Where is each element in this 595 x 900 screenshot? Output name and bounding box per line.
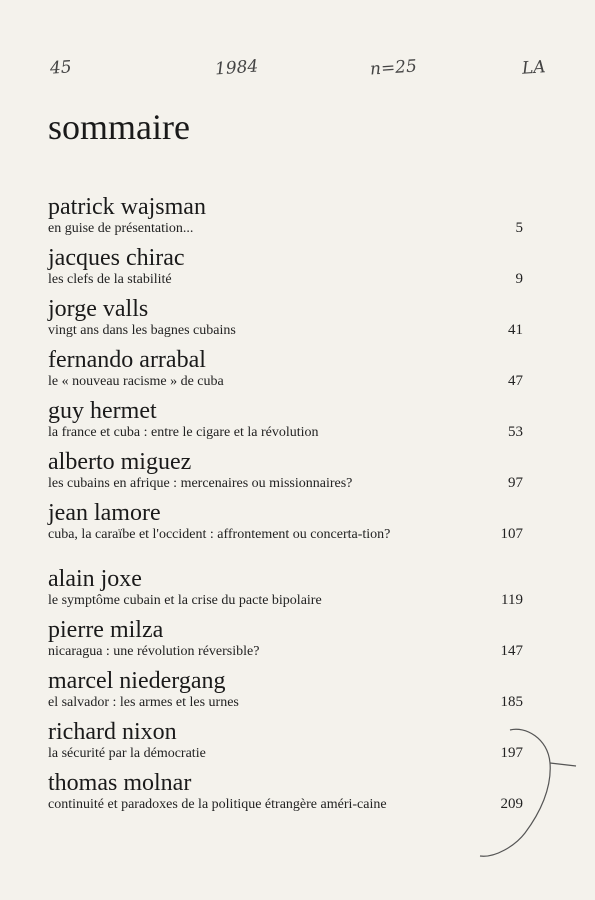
entry-author: jean lamore (48, 500, 161, 526)
table-of-contents (48, 195, 523, 837)
entry-page-number: 147 (500, 643, 523, 659)
entry-title: el salvador : les armes et les urnes (48, 695, 239, 710)
entry-author: marcel niedergang (48, 668, 226, 694)
handwritten-note: 45 (49, 57, 73, 79)
toc-entry (48, 669, 523, 720)
page-title: sommaire (48, 107, 190, 147)
entry-author: pierre milza (48, 617, 164, 643)
toc-entry (48, 297, 523, 348)
entry-page-number: 107 (500, 526, 523, 542)
entry-page-number: 185 (500, 694, 523, 710)
entry-page-number: 97 (508, 475, 523, 491)
entry-title: en guise de présentation... (48, 221, 194, 236)
entry-title: les clefs de la stabilité (48, 272, 172, 287)
entry-author: thomas molnar (48, 770, 192, 796)
toc-entry (48, 399, 523, 450)
entry-author: richard nixon (48, 719, 177, 745)
entry-author: alberto miguez (48, 449, 192, 475)
entry-author: jorge valls (48, 296, 149, 322)
toc-entry (48, 618, 523, 669)
entry-page-number: 209 (500, 796, 523, 812)
entry-page-number: 197 (500, 745, 523, 761)
entry-title: le symptôme cubain et la crise du pacte bipolaire (48, 593, 322, 608)
entry-author: patrick wajsman (48, 194, 206, 220)
entry-author: jacques chirac (48, 245, 185, 271)
entry-page-number: 9 (515, 271, 523, 287)
toc-entry (48, 771, 523, 837)
entry-author: guy hermet (48, 398, 157, 424)
entry-title: cuba, la caraïbe et l'occident : affrontement ou concerta-tion? (48, 527, 391, 542)
entry-author: fernando arrabal (48, 347, 206, 373)
toc-entry (48, 567, 523, 618)
handwritten-note: 1984 (214, 56, 259, 80)
entry-page-number: 53 (508, 424, 523, 440)
entry-page-number: 5 (515, 220, 523, 236)
toc-entry (48, 720, 523, 771)
entry-title: vingt ans dans les bagnes cubains (48, 323, 236, 338)
entry-title: continuité et paradoxes de la politique étrangère améri-caine (48, 797, 387, 812)
entry-title: la france et cuba : entre le cigare et la révolution (48, 425, 319, 440)
entry-page-number: 119 (501, 592, 523, 608)
entry-title: nicaragua : une révolution réversible? (48, 644, 260, 659)
toc-entry (48, 246, 523, 297)
entry-page-number: 47 (508, 373, 523, 389)
entry-author: alain joxe (48, 566, 142, 592)
handwritten-note: LA (521, 57, 547, 79)
toc-entry (48, 195, 523, 246)
entry-page-number: 41 (508, 322, 523, 338)
toc-entry (48, 450, 523, 501)
toc-entry (48, 501, 523, 567)
entry-title: les cubains en afrique : mercenaires ou missionnaires? (48, 476, 353, 491)
pen-mark (470, 718, 580, 868)
entry-title: la sécurité par la démocratie (48, 746, 206, 761)
toc-entry (48, 348, 523, 399)
handwritten-note: n=25 (369, 56, 418, 80)
entry-title: le « nouveau racisme » de cuba (48, 374, 224, 389)
